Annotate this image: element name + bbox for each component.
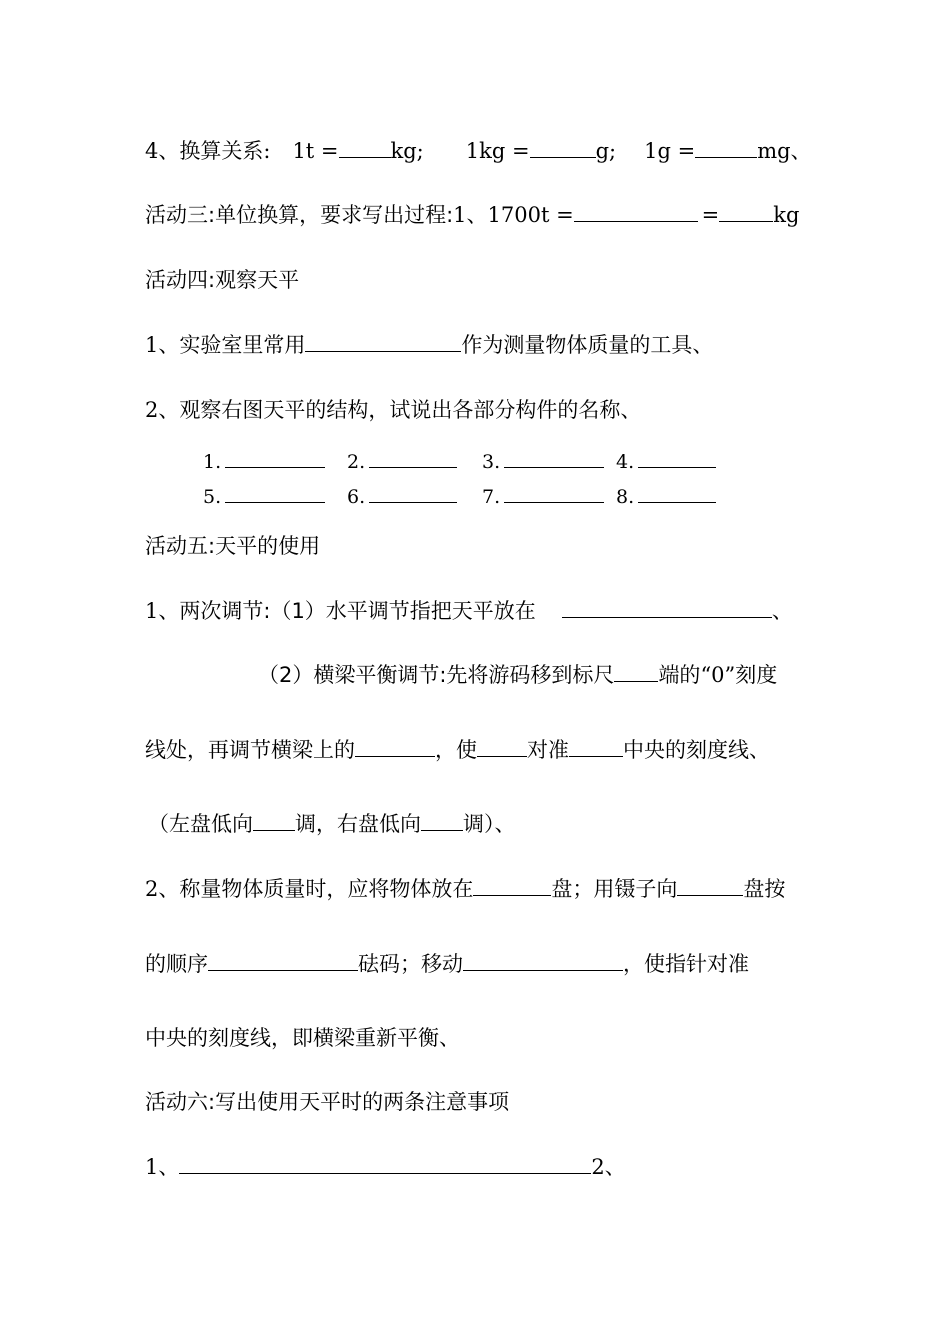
adjust-number: 1、 xyxy=(145,599,180,623)
adjust3-text-a: 线处，再调节横梁上的 xyxy=(145,738,355,762)
blank-part-7[interactable] xyxy=(504,484,604,503)
kg-unit-2: kg xyxy=(773,203,800,227)
ton-equation: 1t = xyxy=(292,139,339,163)
adjust2-text-a: （2）横梁平衡调节:先将游码移到标尺 xyxy=(258,663,615,687)
activity-4-heading: 活动四:观察天平 xyxy=(145,268,300,292)
blank-weight-pan[interactable] xyxy=(677,875,743,896)
part-number: 1. xyxy=(203,451,222,473)
adjust-text-a: 两次调节:（1）水平调节指把天平放在 xyxy=(179,599,536,623)
adjust-line-4 xyxy=(148,809,516,839)
blank-pointer[interactable] xyxy=(477,736,527,757)
note-2-number: 2、 xyxy=(591,1155,626,1179)
blank-left-direction[interactable] xyxy=(253,810,295,831)
activity-6-heading: 活动六:写出使用天平时的两条注意事项 xyxy=(145,1090,510,1114)
adjust4-text-c: 调）、 xyxy=(463,812,516,836)
adjust4-text-a: （左盘低向 xyxy=(148,812,253,836)
blank-result-kg[interactable] xyxy=(719,201,773,222)
note-1-number: 1、 xyxy=(145,1155,180,1179)
weigh1-text-c: 盘按 xyxy=(743,877,786,901)
q1-text-a: 实验室里常用 xyxy=(179,333,306,357)
activity-3-label: 活动三:单位换算，要求写出过程: xyxy=(145,203,454,227)
part-number: 2. xyxy=(347,451,366,473)
weigh1-text-b: 盘；用镊子向 xyxy=(551,877,678,901)
blank-scale[interactable] xyxy=(569,736,623,757)
blank-nut[interactable] xyxy=(355,736,435,757)
adjust3-text-d: 中央的刻度线、 xyxy=(623,738,770,762)
part-number: 5. xyxy=(203,486,222,508)
q1-text-b: 作为测量物体质量的工具、 xyxy=(461,333,714,357)
part-item xyxy=(347,482,457,512)
weigh1-text-a: 称量物体质量时，应将物体放在 xyxy=(179,877,474,901)
g-equation: 1g = xyxy=(644,139,696,163)
g-unit: g; xyxy=(595,139,617,163)
adjust-line-3 xyxy=(145,735,770,765)
weigh2-text-a: 的顺序 xyxy=(145,952,208,976)
q2-text: 观察右图天平的结构，试说出各部分构件的名称、 xyxy=(179,398,642,422)
blank-g-mg[interactable] xyxy=(695,137,757,158)
blank-order[interactable] xyxy=(208,950,358,971)
adjust-line-1 xyxy=(145,596,793,626)
part-number: 7. xyxy=(482,486,501,508)
activity-3-line xyxy=(145,200,799,230)
adjust2-text-b: 端的 xyxy=(658,663,701,687)
part-item xyxy=(482,482,604,512)
blank-part-1[interactable] xyxy=(225,449,325,468)
part-item xyxy=(616,447,716,477)
blank-object-pan[interactable] xyxy=(473,875,551,896)
blank-right-direction[interactable] xyxy=(421,810,463,831)
part-item xyxy=(347,447,457,477)
notes-line xyxy=(145,1152,626,1182)
blank-part-4[interactable] xyxy=(638,449,716,468)
adjust4-text-b: 调，右盘低向 xyxy=(295,812,421,836)
adjust-line-2 xyxy=(258,660,777,690)
blank-ton-kg[interactable] xyxy=(339,137,391,158)
mg-unit: mg、 xyxy=(757,139,812,163)
part-number: 4. xyxy=(616,451,635,473)
activity-5-heading: 活动五:天平的使用 xyxy=(145,534,321,558)
blank-part-5[interactable] xyxy=(225,484,325,503)
adjust3-text-b: ，使 xyxy=(435,738,477,762)
zero-mark: “0” xyxy=(700,663,736,687)
blank-part-2[interactable] xyxy=(369,449,457,468)
blank-part-3[interactable] xyxy=(504,449,604,468)
blank-place[interactable] xyxy=(562,597,772,618)
blank-process[interactable] xyxy=(574,201,698,222)
part-number: 6. xyxy=(347,486,366,508)
part-item xyxy=(203,482,325,512)
weigh-line-2 xyxy=(145,949,749,979)
question-2-line xyxy=(145,395,641,425)
part-item xyxy=(203,447,325,477)
equals-sign: = xyxy=(701,203,720,227)
conversion-line xyxy=(145,136,812,166)
activity-3-equation: 1、1700t = xyxy=(453,203,574,227)
weigh-line-1 xyxy=(145,874,785,904)
weigh2-text-c: ，使指针对准 xyxy=(623,952,749,976)
adjust2-text-c: 刻度 xyxy=(735,663,778,687)
weigh-number: 2、 xyxy=(145,877,180,901)
kg-equation: 1kg = xyxy=(465,139,530,163)
blank-instrument[interactable] xyxy=(305,331,461,352)
part-item xyxy=(482,447,604,477)
conversion-label: 4、换算关系: xyxy=(145,139,271,163)
blank-part-6[interactable] xyxy=(369,484,457,503)
adjust-text-b: 、 xyxy=(771,599,793,623)
part-number: 3. xyxy=(482,451,501,473)
weigh2-text-b: 砝码；移动 xyxy=(358,952,463,976)
blank-note-1[interactable] xyxy=(179,1153,591,1174)
part-number: 8. xyxy=(616,486,635,508)
blank-rider[interactable] xyxy=(463,950,623,971)
part-item xyxy=(616,482,716,512)
question-1-line xyxy=(145,330,713,360)
blank-end[interactable] xyxy=(614,661,658,682)
kg-unit: kg; xyxy=(390,139,424,163)
blank-part-8[interactable] xyxy=(638,484,716,503)
adjust3-text-c: 对准 xyxy=(527,738,569,762)
q2-number: 2、 xyxy=(145,398,180,422)
blank-kg-g[interactable] xyxy=(530,137,596,158)
q1-number: 1、 xyxy=(145,333,180,357)
weigh-line-3: 中央的刻度线，即横梁重新平衡、 xyxy=(145,1026,460,1050)
